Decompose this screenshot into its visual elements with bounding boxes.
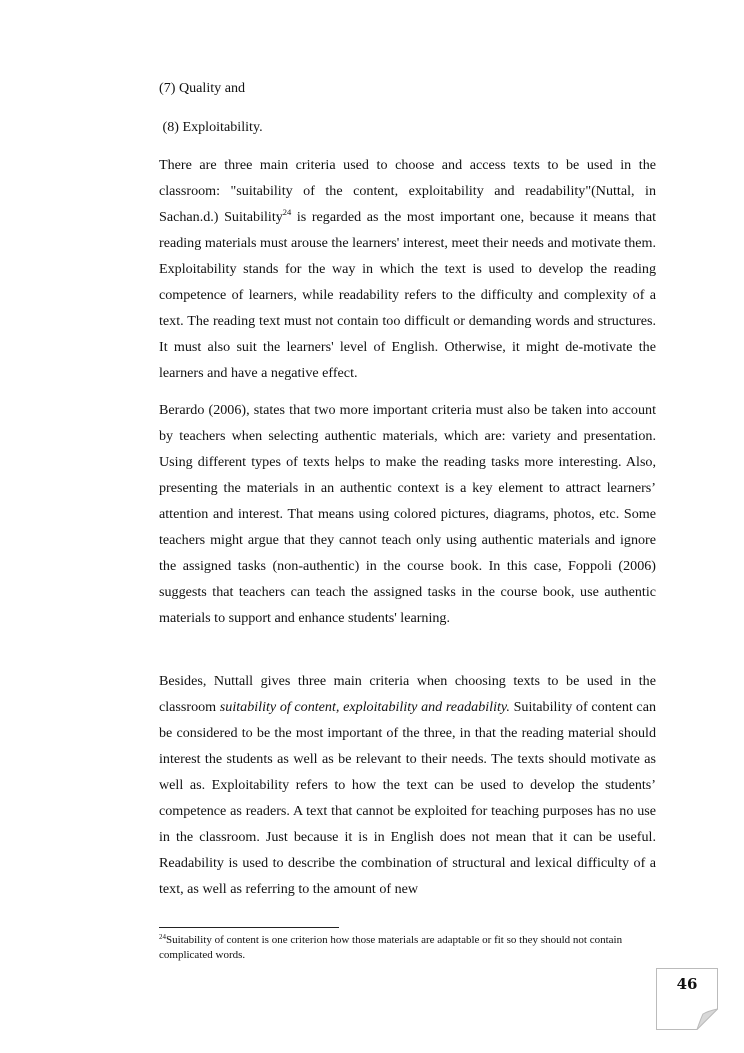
paragraph-berardo-text: Berardo (2006), states that two more important criteria must also be taken into account by teachers when selecting authentic materials, which are: variety and presentation. Using different types of texts helps to make the reading tasks more interesting. Also, presenting the materials in an authentic context is a key element to attract learners’ attention and interest. That means using colored pictures, diagrams, photos, etc. Some teachers might argue that they cannot teach only using authentic materials and ignore the assigned tasks (non-authentic) in the course book. In this case, Foppoli (2006) suggests that teachers can teach the assigned tasks in the course book, use authentic materials to support and enhance students' learning. — [159, 402, 656, 626]
footnote-reference[interactable]: 24 — [282, 207, 292, 217]
paragraph-nuttall — [159, 668, 656, 902]
paragraph-criteria — [159, 152, 656, 386]
page-number: 46 — [676, 975, 698, 993]
footnote-separator — [159, 927, 339, 928]
list-item-quality: (7) Quality and — [159, 80, 246, 96]
paragraph-nuttall-text-start: Besides, Nuttall gives three main criteria when choosing texts to be used in the classroom — [159, 673, 656, 715]
list-item-exploitability: (8) Exploitability. — [159, 119, 263, 135]
paragraph-criteria-text-start: There are three main criteria used to choose and access texts to be used in the classroom: "suitability of the content, exploitability and readability"(Nuttal, in Sachan.d.) Suitability — [159, 157, 656, 225]
paragraph-berardo — [159, 397, 656, 631]
paragraph-criteria-text-end: is regarded as the most important one, because it means that reading materials must arouse the learners' interest, meet their needs and motivate them. Exploitability stands for the way in which the text is used to develop the reading competence of learners, while readability refers to the difficulty and complexity of a text. The reading text must not contain too difficult or demanding words and structures. It must also suit the learners' level of English. Otherwise, it might de-motivate the learners and have a negative effect. — [159, 209, 656, 381]
footnote — [159, 933, 659, 963]
footnote-number: 24 — [159, 933, 166, 941]
paragraph-nuttall-text-end: Suitability of content can be considered to be the most important of the three, in that the reading material should interest the students as well as be relevant to their needs. The texts should motivate as well as. Exploitability refers to how the text can be used to develop the students’ competence as readers. A text that cannot be exploited for teaching purposes has no use in the classroom. Just because it is in English does not mean that it can be useful. Readability is used to describe the combination of structural and lexical difficulty of a text, as well as referring to the amount of new — [159, 699, 656, 897]
footnote-text: Suitability of content is one criterion how those materials are adaptable or fit so they should not contain complicated words. — [159, 934, 623, 961]
page-number-box — [656, 968, 718, 1030]
paragraph-nuttall-italic-criteria: suitability of content, exploitability and readability. — [219, 699, 510, 715]
